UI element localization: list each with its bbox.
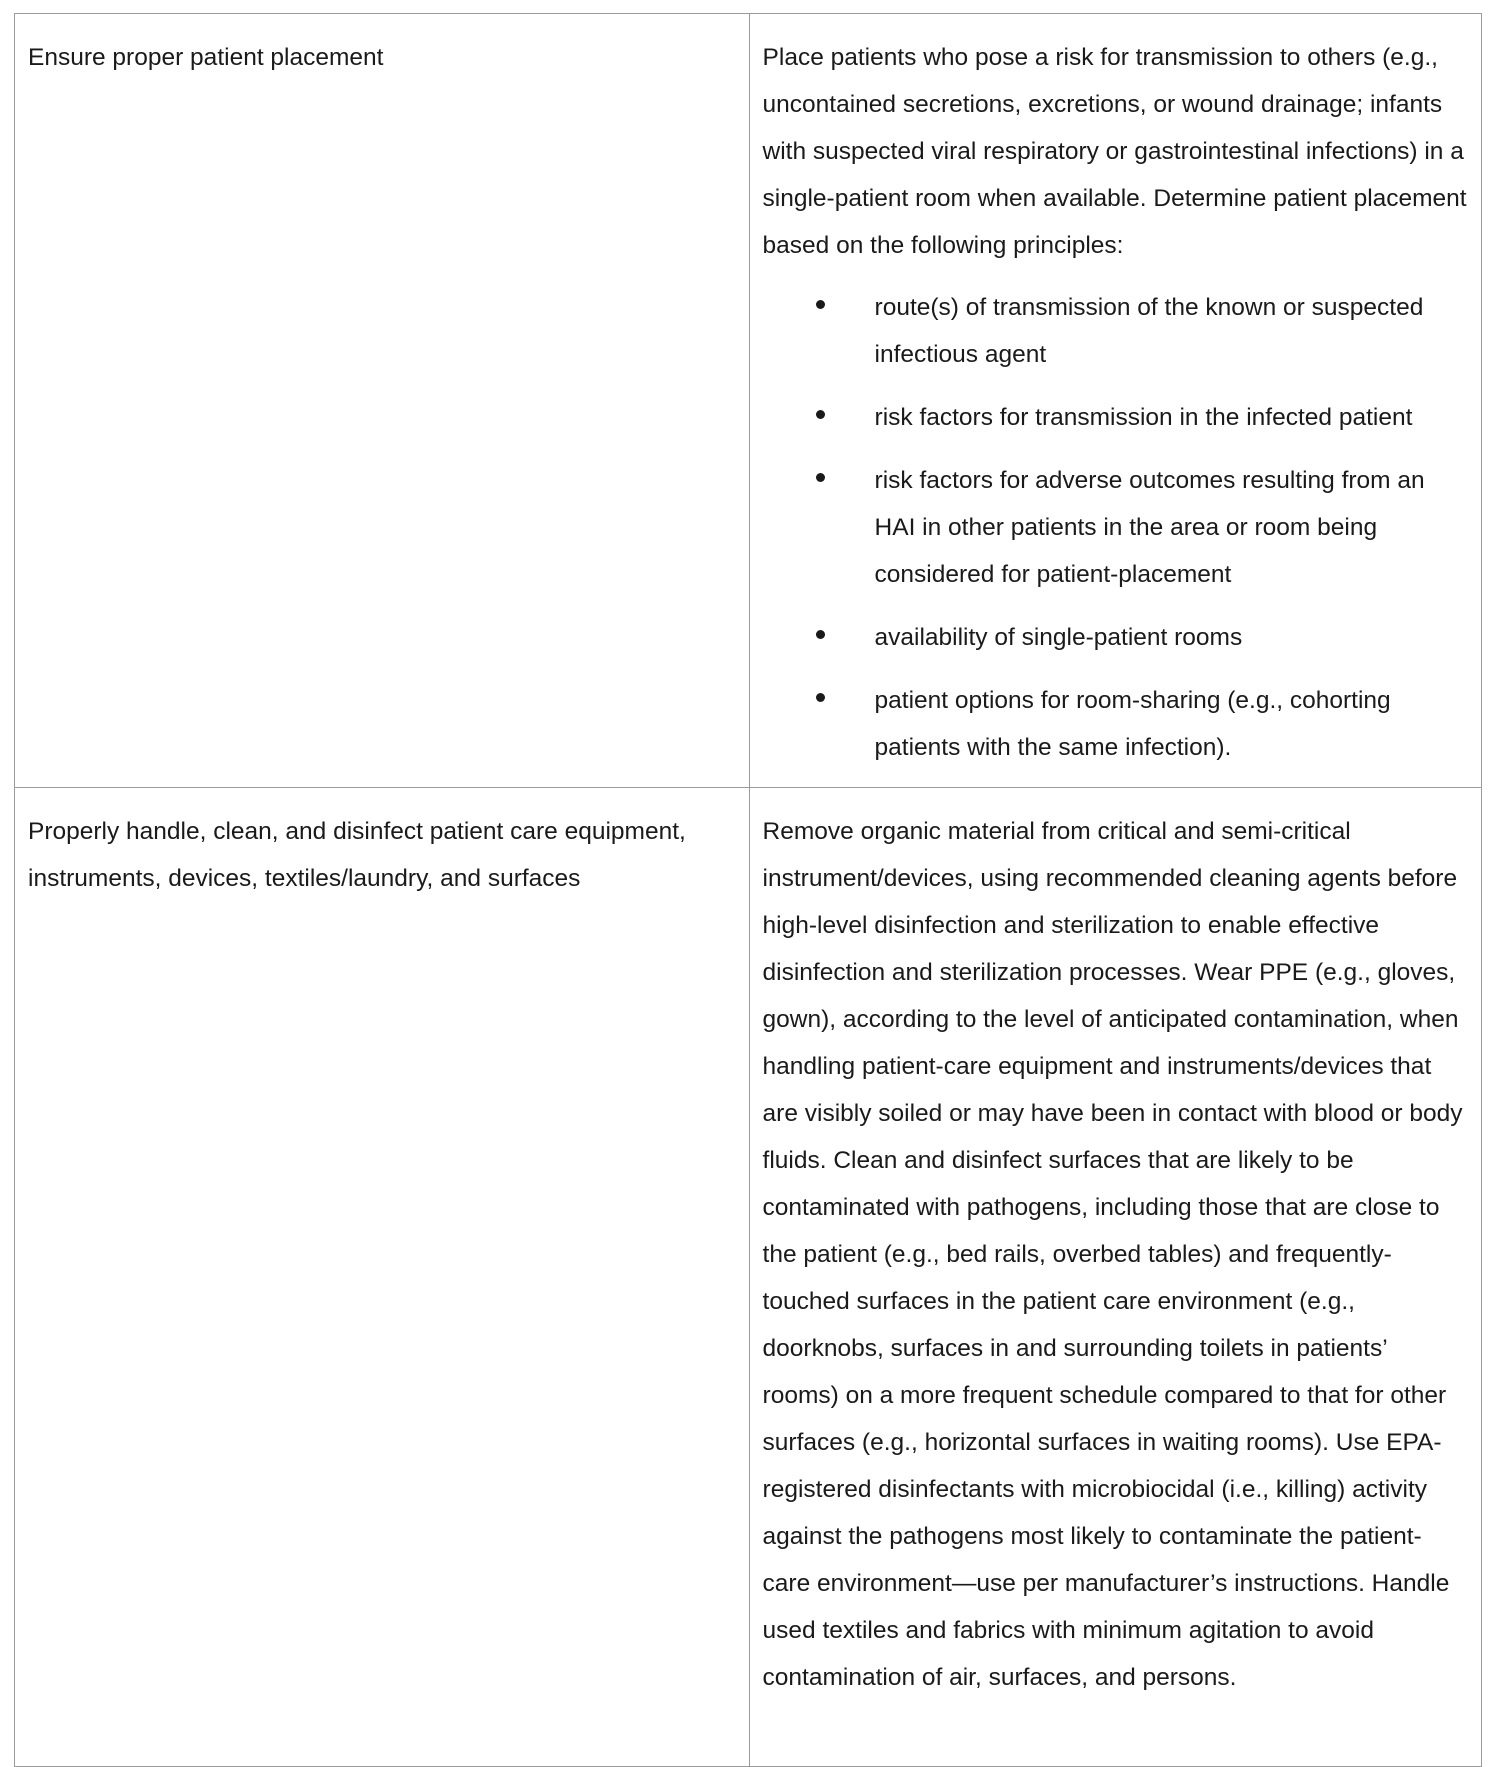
table-row: [15, 14, 1482, 788]
list-item-text: risk factors for transmission in the infected patient: [874, 404, 1413, 431]
practice-cell: [15, 14, 750, 788]
description-cell: [749, 788, 1481, 1767]
list-item-text: patient options for room-sharing (e.g., cohorting patients with the same infection).: [874, 687, 1391, 761]
list-item: [763, 284, 1468, 378]
description-cell: [749, 14, 1481, 788]
practice-text: Ensure proper patient placement: [28, 44, 384, 71]
practice-text: Properly handle, clean, and disinfect patient care equipment, instruments, devices, textiles/laundry, and surfaces: [28, 818, 686, 892]
description-text: Place patients who pose a risk for transmission to others (e.g., uncontained secretions, excretions, or wound drainage; infants with suspected viral respiratory or gastrointestinal infections) in a single-patient room when available. Determine patient placement based on the following principles:: [762, 44, 1467, 259]
list-item-text: route(s) of transmission of the known or suspected infectious agent: [874, 294, 1424, 368]
bullet-icon: [816, 693, 825, 702]
practice-cell: [15, 788, 750, 1767]
guidance-table: [14, 13, 1482, 1767]
description-text: Remove organic material from critical and semi-critical instrument/devices, using recommended cleaning agents before high-level disinfection and sterilization to enable effective disinfection and sterilization processes. Wear PPE (e.g., gloves, gown), according to the level of anticipated contamination, when handling patient-care equipment and instruments/devices that are visibly soiled or may have been in contact with blood or body fluids. Clean and disinfect surfaces that are likely to be contaminated with pathogens, including those that are close to the patient (e.g., bed rails, overbed tables) and frequently-touched surfaces in the patient care environment (e.g., doorknobs, surfaces in and surrounding toilets in patients’ rooms) on a more frequent schedule compared to that for other surfaces (e.g., horizontal surfaces in waiting rooms). Use EPA-registered disinfectants with microbiocidal (i.e., killing) activity against the pathogens most likely to contaminate the patient-care environment—use per manufacturer’s instructions. Handle used textiles and fabrics with minimum agitation to avoid contamination of air, surfaces, and persons.: [762, 818, 1463, 1691]
list-item: [763, 457, 1468, 598]
bullet-icon: [816, 410, 825, 419]
table-row: [15, 788, 1482, 1767]
bullet-icon: [816, 630, 825, 639]
bullet-icon: [816, 473, 825, 482]
list-item: [763, 394, 1468, 441]
principles-list: [763, 284, 1468, 771]
list-item: [763, 614, 1468, 661]
list-item: [763, 677, 1468, 771]
list-item-text: risk factors for adverse outcomes resulting from an HAI in other patients in the area or room being considered for patient-placement: [874, 467, 1425, 588]
bullet-icon: [816, 300, 825, 309]
list-item-text: availability of single-patient rooms: [874, 624, 1243, 651]
